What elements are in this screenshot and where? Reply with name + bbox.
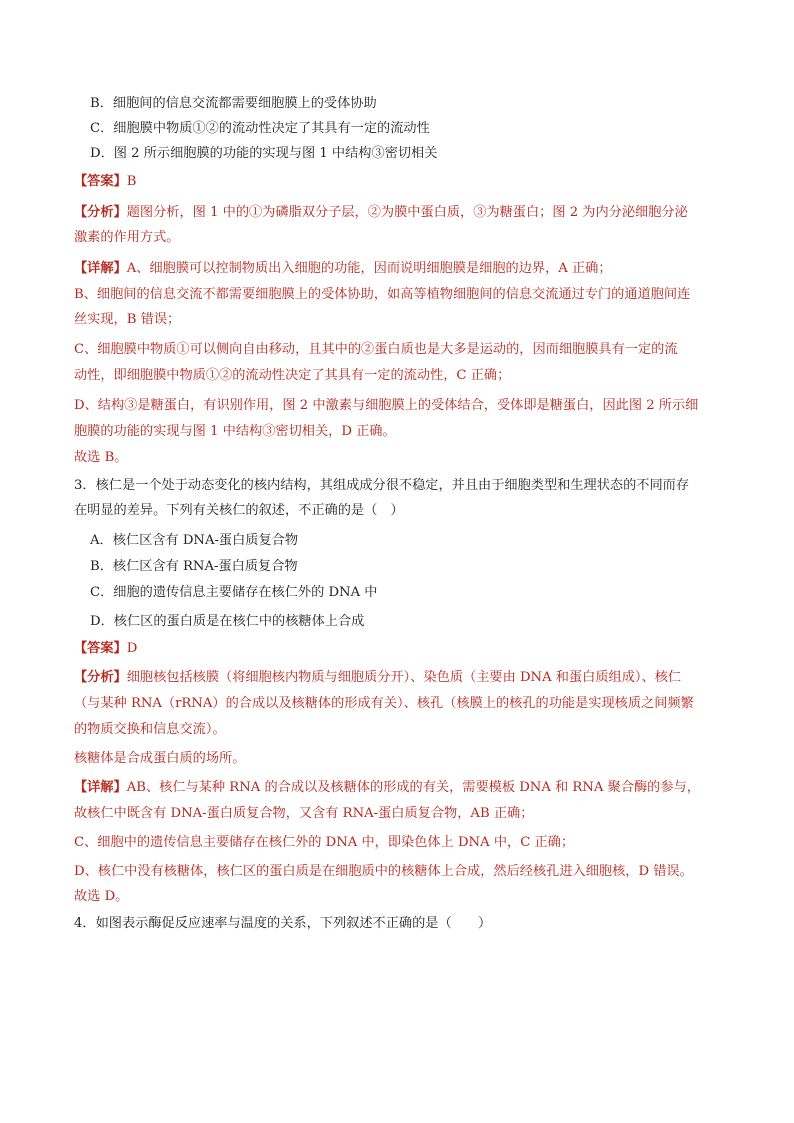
q2-detail-line-5: 动性，即细胞膜中物质①②的流动性决定了其具有一定的流动性，C 正确； <box>74 368 511 383</box>
q2-option-d: D．图 2 所示细胞膜的功能的实现与图 1 中结构③密切相关 <box>90 146 438 161</box>
q3-option-d: D．核仁区的蛋白质是在核仁中的核糖体上合成 <box>90 614 365 629</box>
q2-detail-line-2: B、细胞间的信息交流不都需要细胞膜上的受体协助，如高等植物细胞间的信息交流通过专门的通道胞间连 <box>74 287 691 302</box>
detail-text: A、细胞膜可以控制物质出入细胞的功能，因而说明细胞膜是细胞的边界，A 正确； <box>126 261 612 276</box>
q3-detail-line-3: C、细胞中的遗传信息主要储存在核仁外的 DNA 中，即染色体上 DNA 中，C 正确； <box>74 835 575 850</box>
q3-stem-line-2: 在明显的差异。下列有关核仁的叙述，不正确的是（ ） <box>74 503 404 518</box>
analysis-text: 细胞核包括核膜（将细胞核内物质与细胞质分开）、染色质（主要由 DNA 和蛋白质组成）、核仁 <box>126 670 682 685</box>
q2-conclusion: 故选 B。 <box>74 450 128 465</box>
q2-analysis-line-1 <box>74 201 688 226</box>
q2-option-c: C．细胞膜中物质①②的流动性决定了其具有一定的流动性 <box>90 121 430 136</box>
analysis-text: 题图分析，图 1 中的①为磷脂双分子层，②为膜中蛋白质，③为糖蛋白；图 2 为内分泌细胞分泌 <box>126 205 688 220</box>
answer-value: D <box>126 641 138 656</box>
q3-detail-line-2: 故核仁中既含有 DNA-蛋白质复合物，又含有 RNA-蛋白质复合物，AB 正确； <box>74 806 534 821</box>
q3-analysis-line-4: 核糖体是合成蛋白质的场所。 <box>74 751 246 766</box>
answer-tag: 【答案】 <box>74 641 127 656</box>
analysis-tag: 【分析】 <box>74 205 127 220</box>
detail-tag: 【详解】 <box>74 780 127 795</box>
q3-option-a: A．核仁区含有 DNA-蛋白质复合物 <box>90 533 299 548</box>
q3-conclusion: 故选 D。 <box>74 889 129 904</box>
q2-analysis-line-2: 激素的作用方式。 <box>74 230 180 245</box>
q2-detail-line-3: 丝实现，B 错误； <box>74 312 181 327</box>
q3-detail-line-4: D、核仁中没有核糖体，核仁区的蛋白质是在细胞质中的核糖体上合成，然后经核孔进入细胞核，D 错误。 <box>74 864 693 879</box>
q2-detail-line-6: D、结构③是糖蛋白，有识别作用，图 2 中激素与细胞膜上的受体结合，受体即是糖蛋白，因此图 2 所示细 <box>74 398 699 413</box>
detail-text: AB、核仁与某种 RNA 的合成以及核糖体的形成的有关，需要模板 DNA 和 RNA 聚合酶的参与， <box>126 780 700 795</box>
q3-detail-line-1 <box>74 776 700 801</box>
q3-analysis-line-2: （与某种 RNA（rRNA）的合成以及核糖体的形成有关）、核孔（核膜上的核孔的功能是实现核质之间频繁 <box>74 696 694 711</box>
q3-answer-line <box>74 637 137 662</box>
q2-answer-line <box>74 170 136 195</box>
q3-option-b: B．核仁区含有 RNA-蛋白质复合物 <box>90 559 298 574</box>
q2-option-b: B．细胞间的信息交流都需要细胞膜上的受体协助 <box>90 96 377 111</box>
answer-value: B <box>126 174 137 189</box>
q3-option-c: C．细胞的遗传信息主要储存在核仁外的 DNA 中 <box>90 585 378 600</box>
q2-detail-line-4: C、细胞膜中物质①可以侧向自由移动，且其中的②蛋白质也是大多是运动的，因而细胞膜具有一定的流 <box>74 342 678 357</box>
q3-analysis-line-3: 的物质交换和信息交流）。 <box>74 722 226 737</box>
analysis-tag: 【分析】 <box>74 670 127 685</box>
q3-analysis-line-1 <box>74 666 681 691</box>
q2-detail-line-1 <box>74 257 612 282</box>
q3-stem-line-1: 3．核仁是一个处于动态变化的核内结构，其组成成分很不稳定，并且由于细胞类型和生理状态的不同而存 <box>74 478 690 493</box>
detail-tag: 【详解】 <box>74 261 127 276</box>
q4-stem: 4．如图表示酶促反应速率与温度的关系，下列叙述不正确的是（ ） <box>74 916 492 931</box>
answer-tag: 【答案】 <box>74 174 127 189</box>
q2-detail-line-7: 胞膜的功能的实现与图 1 中结构③密切相关，D 正确。 <box>74 424 396 439</box>
